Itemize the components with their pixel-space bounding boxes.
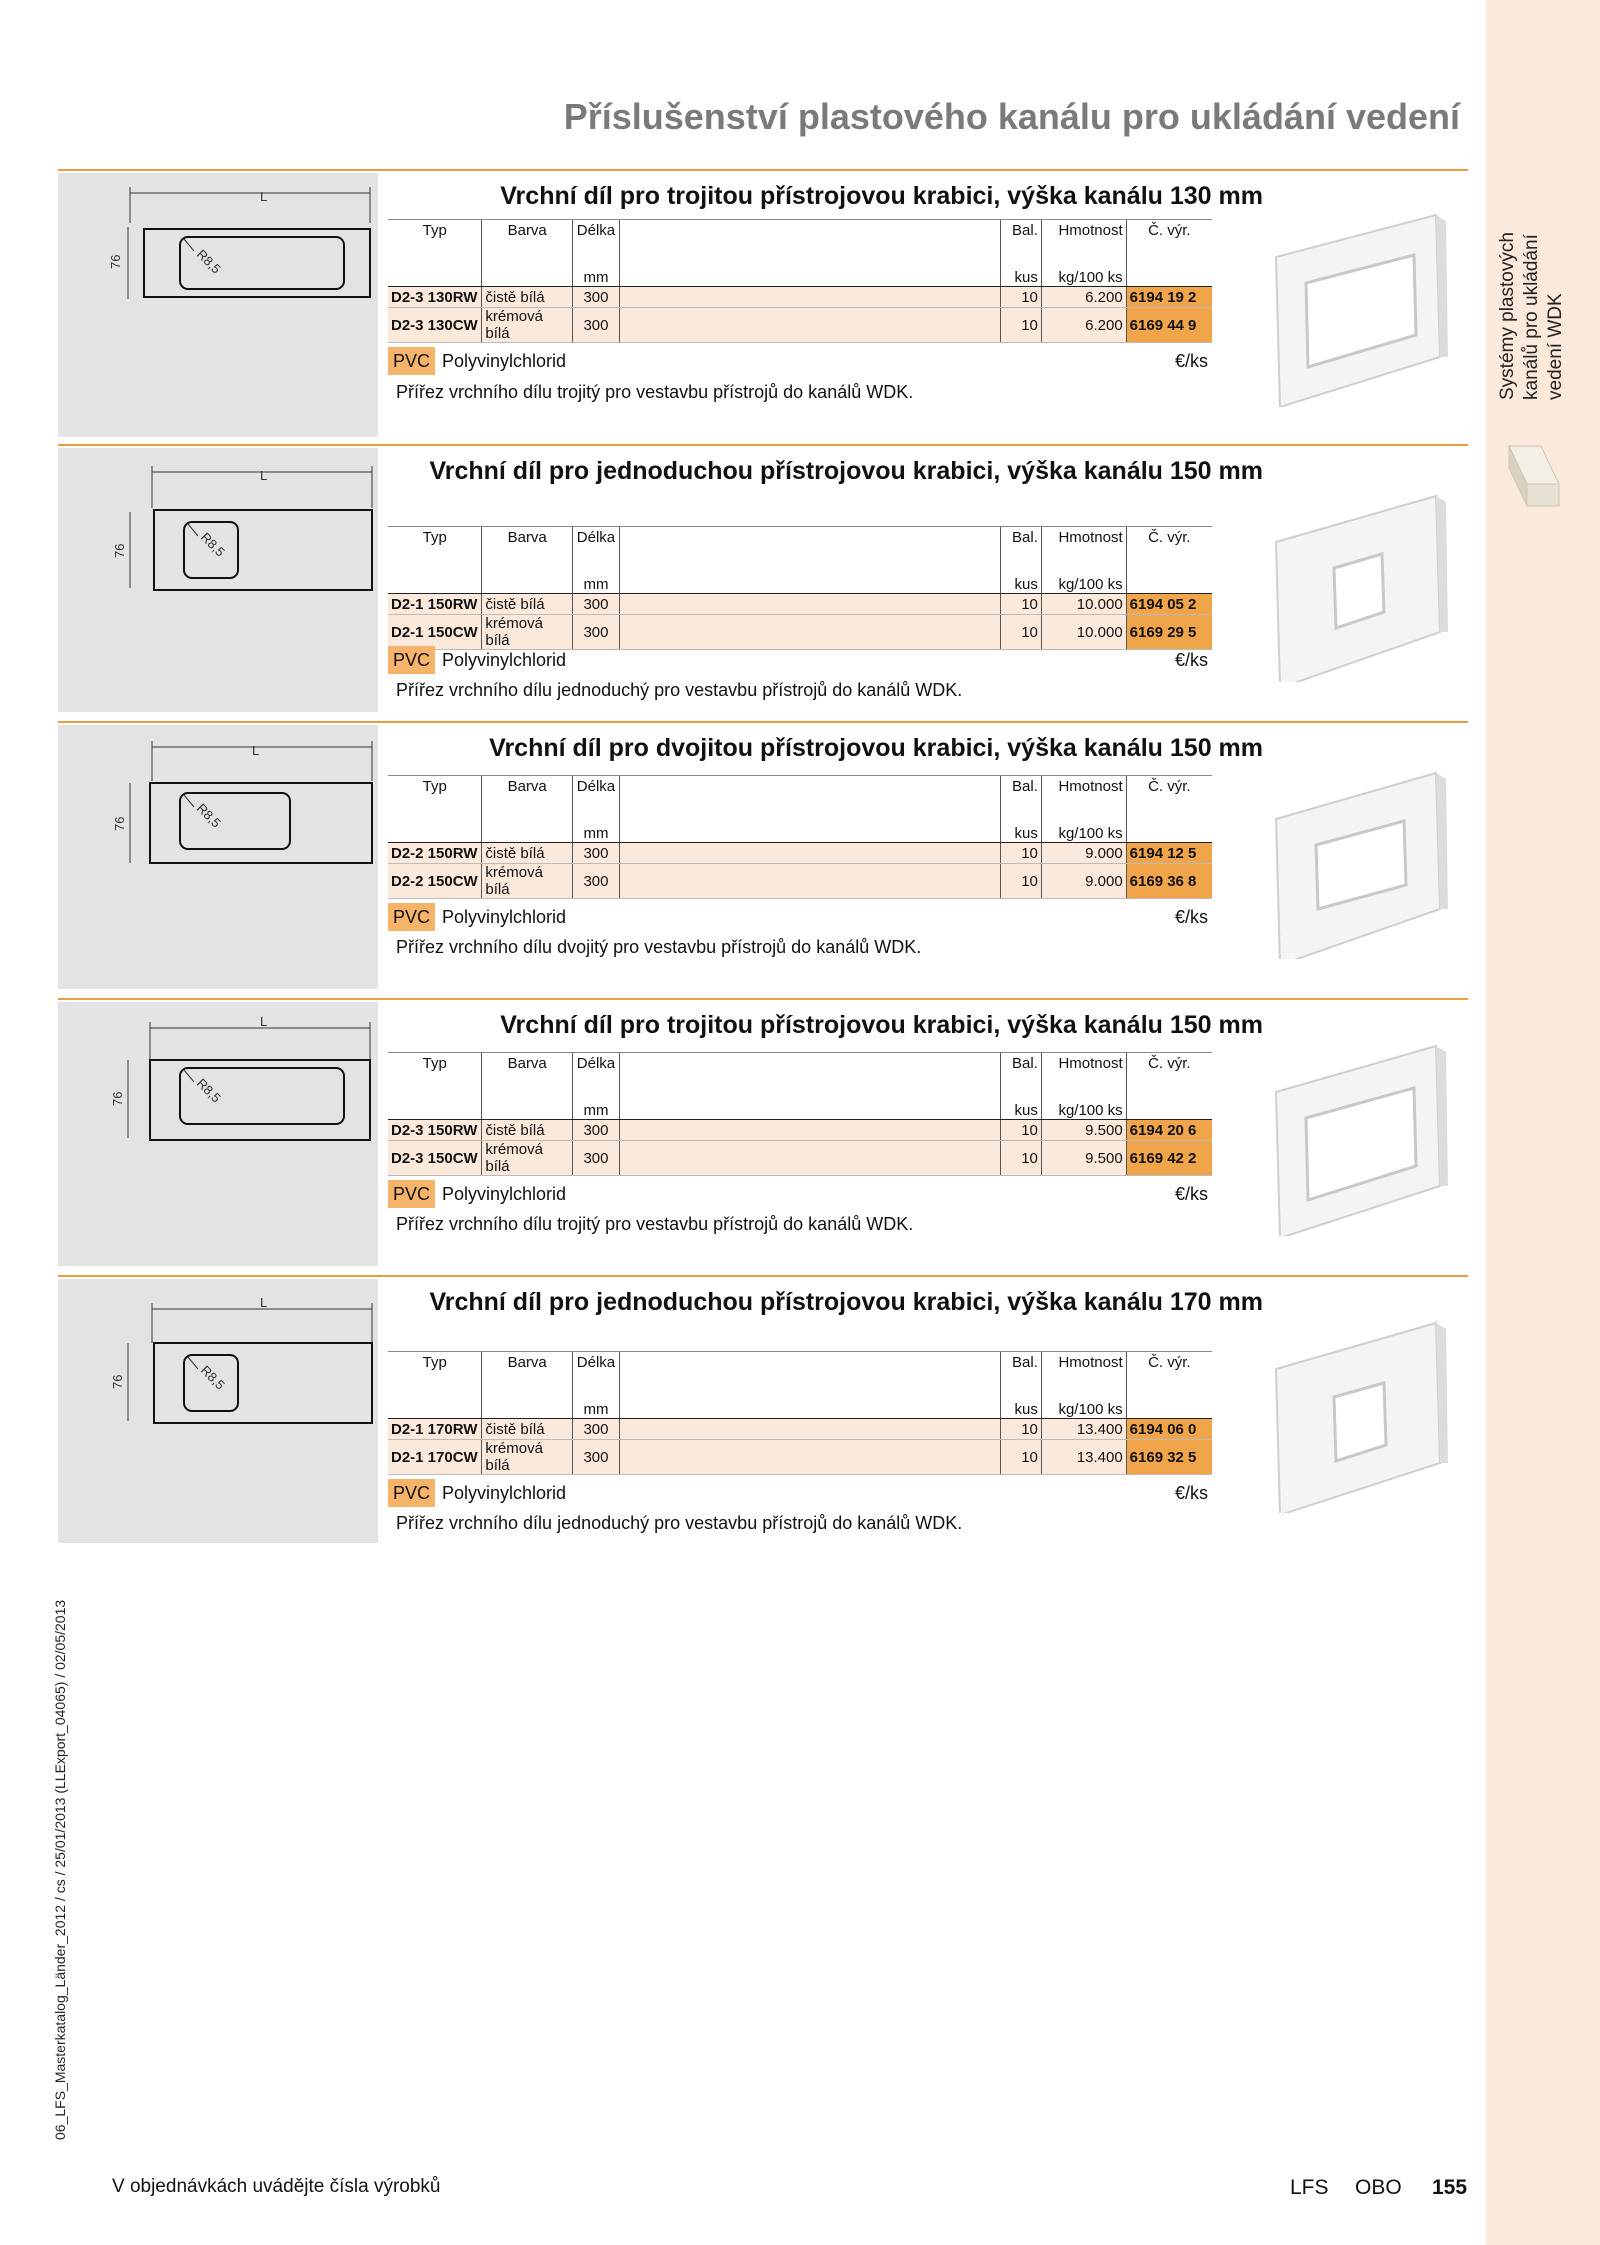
- cell-hmotnost: 9.500: [1041, 1141, 1126, 1176]
- unit-hmotnost: kg/100 ks: [1041, 824, 1126, 843]
- table-row: [388, 1419, 1212, 1440]
- channel-thumbnail-icon: [1505, 444, 1563, 508]
- cell-barva: čistě bílá: [482, 1419, 573, 1440]
- cell-hmotnost: 13.400: [1041, 1419, 1126, 1440]
- unit-delka: mm: [572, 824, 619, 843]
- unit-bal: kus: [1001, 824, 1042, 843]
- radius-label: R8,5: [193, 1075, 224, 1106]
- table-row: [388, 1141, 1212, 1176]
- cell-cislo: 6169 42 2: [1126, 1141, 1212, 1176]
- unit-delka: mm: [572, 268, 619, 287]
- units-row: [388, 1400, 1212, 1419]
- cell-typ: D2-2 150CW: [388, 864, 482, 899]
- table-row: [388, 1440, 1212, 1475]
- header-delka: Délka: [572, 527, 619, 576]
- spec-table: [388, 1052, 1212, 1176]
- unit-delka: mm: [572, 1101, 619, 1120]
- dimension-drawing-triple: [58, 1002, 378, 1266]
- dimension-drawing-triple: [58, 173, 378, 437]
- length-label: L: [260, 1295, 268, 1310]
- header-typ: Typ: [388, 527, 482, 576]
- table-row: [388, 308, 1212, 343]
- product-section: [58, 721, 1468, 991]
- cell-typ: D2-2 150RW: [388, 843, 482, 864]
- cell-hmotnost: 9.000: [1041, 843, 1126, 864]
- technical-drawing: [58, 1002, 378, 1266]
- length-label: L: [260, 1014, 268, 1029]
- dimension-drawing-single: [58, 448, 378, 712]
- material-badge: PVC: [388, 1479, 435, 1507]
- table-row: [388, 864, 1212, 899]
- table-row: [388, 615, 1212, 650]
- product-image: [1256, 1036, 1456, 1236]
- header-gap: [619, 776, 1000, 825]
- cell-delka: 300: [572, 1440, 619, 1475]
- material-name: Polyvinylchlorid: [442, 650, 567, 670]
- header-barva: Barva: [482, 1053, 573, 1102]
- header-cislo: Č. výr.: [1126, 527, 1212, 576]
- radius-label: R8,5: [193, 246, 224, 277]
- cell-bal: 10: [1001, 1440, 1042, 1475]
- unit-delka: mm: [572, 575, 619, 594]
- header-typ: Typ: [388, 1053, 482, 1102]
- cell-bal: 10: [1001, 287, 1042, 308]
- cell-hmotnost: 10.000: [1041, 594, 1126, 615]
- header-bal: Bal.: [1001, 527, 1042, 576]
- header-bal: Bal.: [1001, 1352, 1042, 1401]
- header-hmotnost: Hmotnost: [1041, 1352, 1126, 1401]
- cell-typ: D2-1 150CW: [388, 615, 482, 650]
- table-header-row: [388, 527, 1212, 576]
- product-section: [58, 1275, 1468, 1545]
- spec-table: [388, 1351, 1212, 1475]
- spec-table: [388, 775, 1212, 899]
- technical-drawing: [58, 725, 378, 989]
- cell-cislo: 6194 05 2: [1126, 594, 1212, 615]
- unit-bal: kus: [1001, 1101, 1042, 1120]
- cell-delka: 300: [572, 308, 619, 343]
- unit-hmotnost: kg/100 ks: [1041, 1101, 1126, 1120]
- cell-delka: 300: [572, 287, 619, 308]
- header-hmotnost: Hmotnost: [1041, 1053, 1126, 1102]
- cell-barva: krémová bílá: [482, 308, 573, 343]
- material-row: [388, 903, 1212, 931]
- footer-brand-lfs: LFS: [1290, 2176, 1329, 2199]
- header-hmotnost: Hmotnost: [1041, 220, 1126, 269]
- header-barva: Barva: [482, 527, 573, 576]
- product-section: [58, 169, 1468, 439]
- footer-document-id: 06_LFS_Masterkatalog_Länder_2012 / cs / 25/01/2013 (LLExport_04065) / 02/05/2013: [52, 1599, 68, 2140]
- cell-delka: 300: [572, 615, 619, 650]
- price-unit: €/ks: [1174, 351, 1208, 371]
- table-header-row: [388, 1053, 1212, 1102]
- radius-label: R8,5: [197, 1362, 228, 1393]
- length-label: L: [260, 189, 268, 204]
- table-header-row: [388, 220, 1212, 269]
- header-typ: Typ: [388, 220, 482, 269]
- cell-cislo: 6169 44 9: [1126, 308, 1212, 343]
- cell-cislo: 6169 32 5: [1126, 1440, 1212, 1475]
- header-gap: [619, 220, 1000, 269]
- units-row: [388, 268, 1212, 287]
- cell-cislo: 6169 29 5: [1126, 615, 1212, 650]
- spec-table: [388, 526, 1212, 650]
- header-hmotnost: Hmotnost: [1041, 527, 1126, 576]
- section-title: Vrchní díl pro jednoduchou přístrojovou krabici, výška kanálu 170 mm: [429, 1288, 1263, 1316]
- table-row: [388, 1120, 1212, 1141]
- cell-typ: D2-1 170CW: [388, 1440, 482, 1475]
- unit-bal: kus: [1001, 1400, 1042, 1419]
- product-section: [58, 998, 1468, 1268]
- cell-cislo: 6194 19 2: [1126, 287, 1212, 308]
- cell-bal: 10: [1001, 864, 1042, 899]
- table-header-row: [388, 776, 1212, 825]
- length-label: L: [260, 468, 268, 483]
- cell-hmotnost: 9.500: [1041, 1120, 1126, 1141]
- units-row: [388, 575, 1212, 594]
- table-row: [388, 843, 1212, 864]
- cell-typ: D2-3 130CW: [388, 308, 482, 343]
- section-description: Přířez vrchního dílu jednoduchý pro vestavbu přístrojů do kanálů WDK.: [396, 1513, 963, 1533]
- cell-hmotnost: 10.000: [1041, 615, 1126, 650]
- radius-label: R8,5: [193, 800, 224, 831]
- material-row: [388, 646, 1212, 674]
- material-row: [388, 1479, 1212, 1507]
- header-cislo: Č. výr.: [1126, 220, 1212, 269]
- header-hmotnost: Hmotnost: [1041, 776, 1126, 825]
- cell-delka: 300: [572, 594, 619, 615]
- cell-barva: čistě bílá: [482, 594, 573, 615]
- product-image: [1256, 207, 1456, 407]
- unit-bal: kus: [1001, 268, 1042, 287]
- cell-typ: D2-3 150RW: [388, 1120, 482, 1141]
- product-image: [1256, 482, 1456, 682]
- technical-drawing: [58, 1279, 378, 1543]
- cell-hmotnost: 13.400: [1041, 1440, 1126, 1475]
- section-title: Vrchní díl pro trojitou přístrojovou krabici, výška kanálu 150 mm: [500, 1011, 1263, 1039]
- header-delka: Délka: [572, 1352, 619, 1401]
- header-cislo: Č. výr.: [1126, 776, 1212, 825]
- cell-typ: D2-1 150RW: [388, 594, 482, 615]
- cell-bal: 10: [1001, 615, 1042, 650]
- price-unit: €/ks: [1174, 1184, 1208, 1204]
- cell-typ: D2-3 130RW: [388, 287, 482, 308]
- height-label: 76: [110, 1091, 125, 1106]
- header-delka: Délka: [572, 220, 619, 269]
- unit-bal: kus: [1001, 575, 1042, 594]
- product-image: [1256, 1313, 1456, 1513]
- cell-barva: čistě bílá: [482, 287, 573, 308]
- cell-delka: 300: [572, 1141, 619, 1176]
- cell-delka: 300: [572, 843, 619, 864]
- header-cislo: Č. výr.: [1126, 1352, 1212, 1401]
- cell-barva: krémová bílá: [482, 1141, 573, 1176]
- cell-barva: čistě bílá: [482, 1120, 573, 1141]
- section-title: Vrchní díl pro dvojitou přístrojovou krabici, výška kanálu 150 mm: [489, 734, 1263, 762]
- height-label: 76: [112, 543, 127, 558]
- unit-hmotnost: kg/100 ks: [1041, 575, 1126, 594]
- cell-hmotnost: 6.200: [1041, 308, 1126, 343]
- cell-delka: 300: [572, 864, 619, 899]
- page-number: 155: [1432, 2176, 1468, 2199]
- material-name: Polyvinylchlorid: [442, 1483, 567, 1503]
- price-unit: €/ks: [1174, 1483, 1208, 1503]
- radius-label: R8,5: [197, 529, 228, 560]
- material-name: Polyvinylchlorid: [442, 1184, 567, 1204]
- header-delka: Délka: [572, 1053, 619, 1102]
- cell-cislo: 6194 06 0: [1126, 1419, 1212, 1440]
- table-row: [388, 287, 1212, 308]
- product-section: [58, 444, 1468, 714]
- cell-typ: D2-3 150CW: [388, 1141, 482, 1176]
- cell-delka: 300: [572, 1120, 619, 1141]
- cell-bal: 10: [1001, 594, 1042, 615]
- height-label: 76: [112, 816, 127, 831]
- header-cislo: Č. výr.: [1126, 1053, 1212, 1102]
- spec-table: [388, 219, 1212, 343]
- cell-cislo: 6169 36 8: [1126, 864, 1212, 899]
- cell-cislo: 6194 20 6: [1126, 1120, 1212, 1141]
- material-badge: PVC: [388, 903, 435, 931]
- length-label: L: [252, 743, 260, 758]
- cell-cislo: 6194 12 5: [1126, 843, 1212, 864]
- side-chapter-label: Systémy plastových kanálů pro ukládání vedení WDK: [1497, 232, 1566, 400]
- material-row: [388, 347, 1212, 375]
- height-label: 76: [110, 1374, 125, 1389]
- material-row: [388, 1180, 1212, 1208]
- section-description: Přířez vrchního dílu trojitý pro vestavbu přístrojů do kanálů WDK.: [396, 1214, 914, 1234]
- header-gap: [619, 527, 1000, 576]
- footer-note: V objednávkách uvádějte čísla výrobků: [112, 2176, 441, 2197]
- unit-delka: mm: [572, 1400, 619, 1419]
- material-badge: PVC: [388, 646, 435, 674]
- section-description: Přířez vrchního dílu dvojitý pro vestavbu přístrojů do kanálů WDK.: [396, 937, 922, 957]
- header-bal: Bal.: [1001, 1053, 1042, 1102]
- units-row: [388, 1101, 1212, 1120]
- header-barva: Barva: [482, 1352, 573, 1401]
- technical-drawing: [58, 448, 378, 712]
- section-description: Přířez vrchního dílu jednoduchý pro vestavbu přístrojů do kanálů WDK.: [396, 680, 963, 700]
- cell-barva: krémová bílá: [482, 864, 573, 899]
- cell-bal: 10: [1001, 1120, 1042, 1141]
- section-title: Vrchní díl pro trojitou přístrojovou krabici, výška kanálu 130 mm: [500, 182, 1263, 210]
- section-title: Vrchní díl pro jednoduchou přístrojovou krabici, výška kanálu 150 mm: [429, 457, 1263, 485]
- material-name: Polyvinylchlorid: [442, 907, 567, 927]
- cell-bal: 10: [1001, 843, 1042, 864]
- cell-delka: 300: [572, 1419, 619, 1440]
- product-image: [1256, 759, 1456, 959]
- price-unit: €/ks: [1174, 907, 1208, 927]
- cell-typ: D2-1 170RW: [388, 1419, 482, 1440]
- header-typ: Typ: [388, 776, 482, 825]
- dimension-drawing-double: [58, 725, 378, 989]
- material-badge: PVC: [388, 347, 435, 375]
- page-title: Příslušenství plastového kanálu pro ukládání vedení: [563, 96, 1460, 137]
- header-barva: Barva: [482, 220, 573, 269]
- unit-hmotnost: kg/100 ks: [1041, 1400, 1126, 1419]
- cell-bal: 10: [1001, 1419, 1042, 1440]
- technical-drawing: [58, 173, 378, 437]
- height-label: 76: [108, 254, 123, 269]
- cell-hmotnost: 9.000: [1041, 864, 1126, 899]
- cell-bal: 10: [1001, 1141, 1042, 1176]
- cell-barva: krémová bílá: [482, 1440, 573, 1475]
- price-unit: €/ks: [1174, 650, 1208, 670]
- cell-bal: 10: [1001, 308, 1042, 343]
- header-bal: Bal.: [1001, 776, 1042, 825]
- header-gap: [619, 1053, 1000, 1102]
- material-name: Polyvinylchlorid: [442, 351, 567, 371]
- header-typ: Typ: [388, 1352, 482, 1401]
- header-gap: [619, 1352, 1000, 1401]
- footer-brand-obo: OBO: [1355, 2176, 1402, 2199]
- header-barva: Barva: [482, 776, 573, 825]
- table-header-row: [388, 1352, 1212, 1401]
- table-row: [388, 594, 1212, 615]
- unit-hmotnost: kg/100 ks: [1041, 268, 1126, 287]
- cell-barva: krémová bílá: [482, 615, 573, 650]
- dimension-drawing-single: [58, 1279, 378, 1543]
- section-description: Přířez vrchního dílu trojitý pro vestavbu přístrojů do kanálů WDK.: [396, 382, 914, 402]
- cell-barva: čistě bílá: [482, 843, 573, 864]
- header-bal: Bal.: [1001, 220, 1042, 269]
- material-badge: PVC: [388, 1180, 435, 1208]
- units-row: [388, 824, 1212, 843]
- cell-hmotnost: 6.200: [1041, 287, 1126, 308]
- header-delka: Délka: [572, 776, 619, 825]
